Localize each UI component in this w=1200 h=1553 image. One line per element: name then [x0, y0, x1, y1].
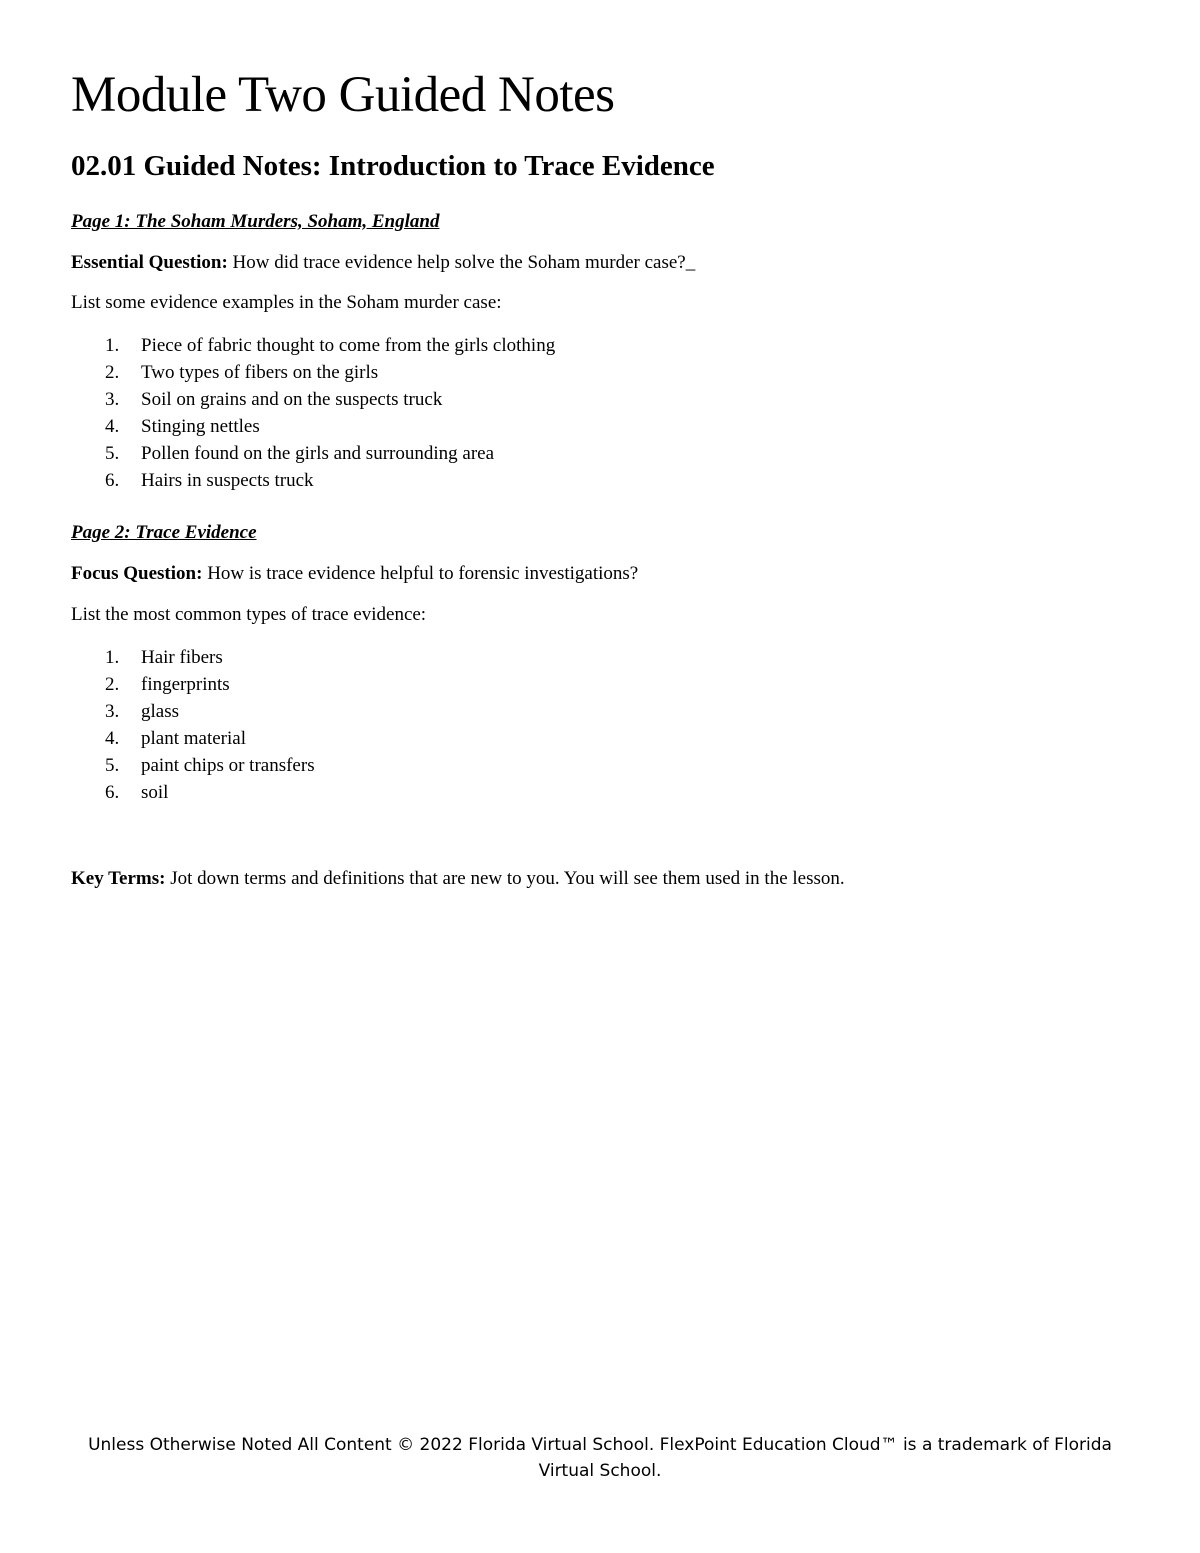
list-item-text: fingerprints: [141, 673, 230, 695]
list-item-number: 3.: [105, 389, 120, 411]
key-terms: [71, 868, 1131, 891]
list-item-text: Hairs in suspects truck: [141, 470, 314, 492]
list-item-text: Stinging nettles: [141, 416, 260, 438]
key-terms-text: Jot down terms and definitions that are new to you. You will see them used in the lesson.: [165, 867, 845, 889]
lesson-subtitle: 02.01 Guided Notes: Introduction to Trace Evidence: [71, 150, 715, 182]
key-terms-label: Key Terms:: [71, 867, 166, 889]
copyright-footer: Unless Otherwise Noted All Content © 2022 Florida Virtual School. FlexPoint Education Cloud™ is a trademark of Florida Virtual School.: [88, 1435, 1112, 1481]
section-heading-page-1: Page 1: The Soham Murders, Soham, England: [71, 210, 440, 232]
focus-question-text: How is trace evidence helpful to forensic investigations?: [202, 563, 639, 585]
list-item-text: Pollen found on the girls and surrounding area: [141, 443, 495, 465]
list-item: [71, 332, 1131, 359]
list-item: [71, 725, 1131, 752]
list-item-text: Soil on grains and on the suspects truck: [141, 389, 443, 411]
list-item: [71, 779, 1131, 806]
list-item-text: Piece of fabric thought to come from the girls clothing: [141, 335, 556, 357]
list-item: [71, 644, 1131, 671]
list-item: [71, 467, 1131, 494]
list-item-number: 4.: [105, 727, 120, 749]
list-item-number: 6.: [105, 470, 120, 492]
list-item-number: 3.: [105, 700, 120, 722]
list-item: [71, 359, 1131, 386]
list-item-number: 6.: [105, 781, 120, 803]
essential-question-label: Essential Question:: [71, 251, 228, 273]
list-item-number: 1.: [105, 646, 120, 668]
section-heading-page-2: Page 2: Trace Evidence: [71, 522, 257, 544]
essential-question: [71, 252, 1131, 275]
list-item-number: 5.: [105, 754, 120, 776]
list-item-number: 1.: [105, 335, 120, 357]
list-item: [71, 386, 1131, 413]
list-item-number: 4.: [105, 416, 120, 438]
list-item: [71, 671, 1131, 698]
focus-question-label: Focus Question:: [71, 563, 203, 585]
list-item-text: glass: [141, 700, 179, 722]
list-item-text: paint chips or transfers: [141, 754, 315, 776]
document-title: Module Two Guided Notes: [71, 67, 615, 123]
evidence-list-prompt: List some evidence examples in the Soham murder case:: [71, 292, 502, 314]
list-item-number: 5.: [105, 443, 120, 465]
list-item: [71, 752, 1131, 779]
list-item-number: 2.: [105, 362, 120, 384]
essential-question-text: How did trace evidence help solve the Soham murder case?_: [227, 251, 696, 273]
list-item: [71, 440, 1131, 467]
list-item-text: plant material: [141, 727, 246, 749]
evidence-examples-list: [71, 332, 1131, 494]
list-item: [71, 413, 1131, 440]
list-item: [71, 698, 1131, 725]
list-item-text: soil: [141, 781, 169, 803]
focus-question: [71, 563, 1131, 586]
document-content: [71, 67, 1131, 890]
list-item-text: Two types of fibers on the girls: [141, 362, 379, 384]
list-item-text: Hair fibers: [141, 646, 223, 668]
trace-evidence-types-list: [71, 644, 1131, 806]
list-item-number: 2.: [105, 673, 120, 695]
trace-types-list-prompt: List the most common types of trace evidence:: [71, 603, 427, 625]
